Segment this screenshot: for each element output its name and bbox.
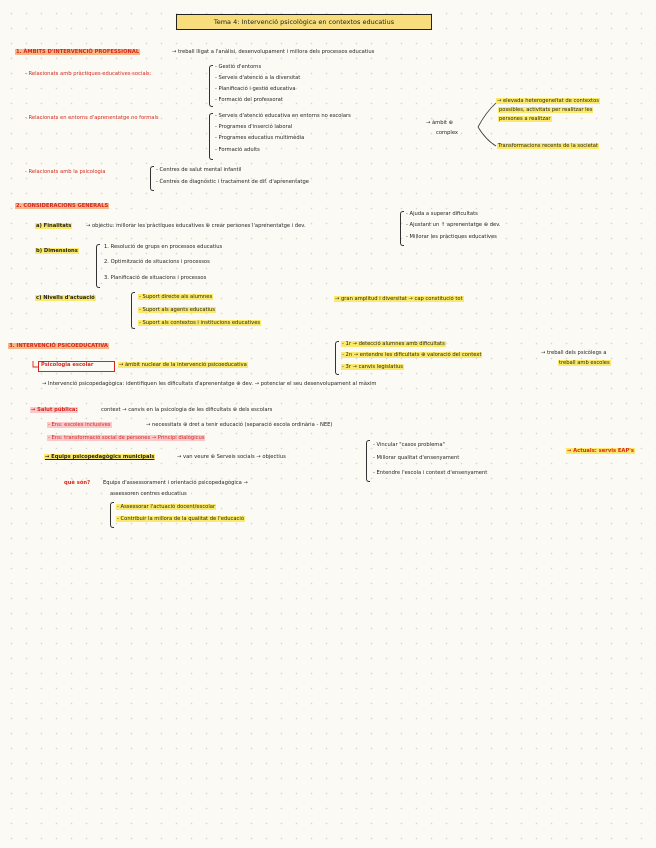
group-2-item: - Programes d'inserció laboral [215, 124, 293, 130]
eap-description: Equips d'assessorament i orientació psicopedagògica → [103, 480, 248, 486]
nivells-item: - Suport als agents educatius [139, 307, 215, 313]
finalitats-label: a) Finalitats [36, 223, 72, 229]
salut-publica-description: context → canvis en la psicologia de les dificultats ⊕ dels escolars [101, 407, 273, 413]
psicologia-escolar-description: → àmbit nuclear de la intervenció psicoeducativa [119, 362, 247, 368]
group-3-item: - Centres de salut mental infantil [156, 167, 242, 173]
equips-description: → van veure ⊕ Serveis socials → objectius [177, 454, 286, 460]
salut-item-2: - Ens: transformació social de persones → Principi dialògicus [48, 435, 205, 441]
intervencio-psicopedagogica: → Intervenció psicopedagògica: identifiquen les dificultats d'aprenentatge ⊕ dev. → potenciar el seu desenvolupament al màxim [42, 381, 377, 387]
dimensions-item: 1. Resolució de grups en processos educatius [104, 244, 223, 250]
psicologia-brace [335, 341, 339, 375]
page-title: Tema 4: Intervenció psicològica en contextos educatius [176, 14, 432, 30]
eap-brace [110, 502, 114, 528]
section-2-heading: 2. CONSIDERACIONS GENERALS [16, 203, 109, 209]
group-1-brace [209, 65, 213, 107]
group-2-right-note: persones a realitzar [499, 116, 551, 122]
group-2-brace [209, 113, 213, 160]
group-2-right-note: possibles, activitats per realitzar les [499, 107, 593, 113]
equips-brace [366, 440, 370, 482]
nivells-item: - Suport directe als alumnes [139, 294, 213, 300]
finalitats-item: - Millorar les pràctiques educatives [406, 234, 497, 240]
nivells-brace [131, 292, 135, 329]
group-3-label: - Relacionats amb la psicologia [25, 169, 106, 175]
dimensions-item: 2. Optimització de situacions i processos [104, 259, 210, 265]
group-3-item: - Centres de diagnòstic i tractament de dif. d'aprenentatge [156, 179, 309, 185]
nivells-item: - Suport als contextos i institucions educatives [139, 320, 261, 326]
equips-item: - Vincular "casos problema" [373, 442, 445, 448]
eap-description-2: assessoren centres educatius [110, 491, 187, 497]
group-1-item: - Gestió d'entorns [215, 64, 262, 70]
group-3-brace [150, 166, 154, 191]
group-2-right-note: Transformacions recents de la societat [498, 143, 599, 149]
nivells-label: c) Nivells d'actuació [36, 295, 95, 301]
psicologia-right-note: treball amb escoles [559, 360, 610, 366]
group-1-item: - Planificació i gestió educativa [215, 86, 296, 92]
salut-publica-label: → Salut pública: [31, 407, 78, 413]
group-2-item: - Serveis d'atenció educativa en entorns no escolars [215, 113, 351, 119]
finalitats-item: - Ajustant un ↑ aprenentatge ⊕ dev. [406, 222, 501, 228]
group-2-right-note: → elevada heterogeneïtat de contextos [497, 98, 599, 104]
finalitats-description: → objectiu: millorar les pràctiques educatives ⊕ crear persones l'aprenentatge i dev. [86, 223, 306, 229]
group-1-item: - Formació del professorat [215, 97, 283, 103]
section-3-heading: 3. INTERVENCIÓ PSICOEDUCATIVA [9, 343, 108, 349]
eap-question: què són? [64, 480, 91, 486]
equips-right-note: → Actuals: servis EAP's [567, 448, 634, 454]
salut-item-description: → necessitats ⊕ dret a tenir educació (separació escola ordinària - NEE) [146, 422, 333, 428]
group-2-ambit: → àmbit ⊕ [426, 120, 453, 126]
dimensions-label: b) Dimensions [36, 248, 78, 254]
group-2-ambit-complex: complex [436, 130, 458, 136]
equips-item: - Entendre l'escola i context d'ensenyament [373, 470, 488, 476]
dimensions-brace [96, 244, 100, 288]
finalitats-item: - Ajuda a superar dificultats [406, 211, 478, 217]
psicologia-right-note: → treball dels psicòlegs a [541, 350, 607, 356]
nivells-right-note: → gran amplitud i diversitat → cap constitució tot [335, 296, 463, 302]
group-2-item: - Programes educatius multimèdia [215, 135, 305, 141]
group-2-item: - Formació adults [215, 147, 260, 153]
section-1-heading: 1. ÀMBITS D'INTERVENCIÓ PROFESSIONAL [16, 49, 140, 55]
eap-item: - Assessorar l'actuació docent/escolar [117, 504, 216, 510]
section-1-description: → treball lligat a l'anàlisi, desenvolupament i millora dels processos educatius [172, 49, 375, 55]
psicologia-item: - 1r → detecció alumnes amb dificultats [342, 341, 445, 347]
salut-item-label: - Ens: escoles inclusives [48, 422, 111, 428]
group-2-label: - Relacionats en entorns d'aprenentatge no formals [25, 115, 159, 121]
dimensions-item: 3. Planificació de situacions i processos [104, 275, 207, 281]
group-1-label: - Relacionats amb pràctiques educatives socials: [25, 71, 152, 77]
finalitats-brace [400, 211, 404, 246]
eap-item: - Contribuir la millora de la qualitat de l'educació [117, 516, 245, 522]
psicologia-item: - 3r → canvis legislatius [342, 364, 403, 370]
psicologia-escolar-label: Psicologia escolar [41, 362, 94, 368]
equips-item: - Millorar qualitat d'ensenyament [373, 455, 460, 461]
equips-label: → Equips psicopedagògics municipals [45, 454, 155, 460]
psicologia-item: - 2n → entendre les dificultats ⊕ valoració del context [342, 352, 482, 358]
group-1-item: - Serveis d'atenció a la diversitat [215, 75, 301, 81]
